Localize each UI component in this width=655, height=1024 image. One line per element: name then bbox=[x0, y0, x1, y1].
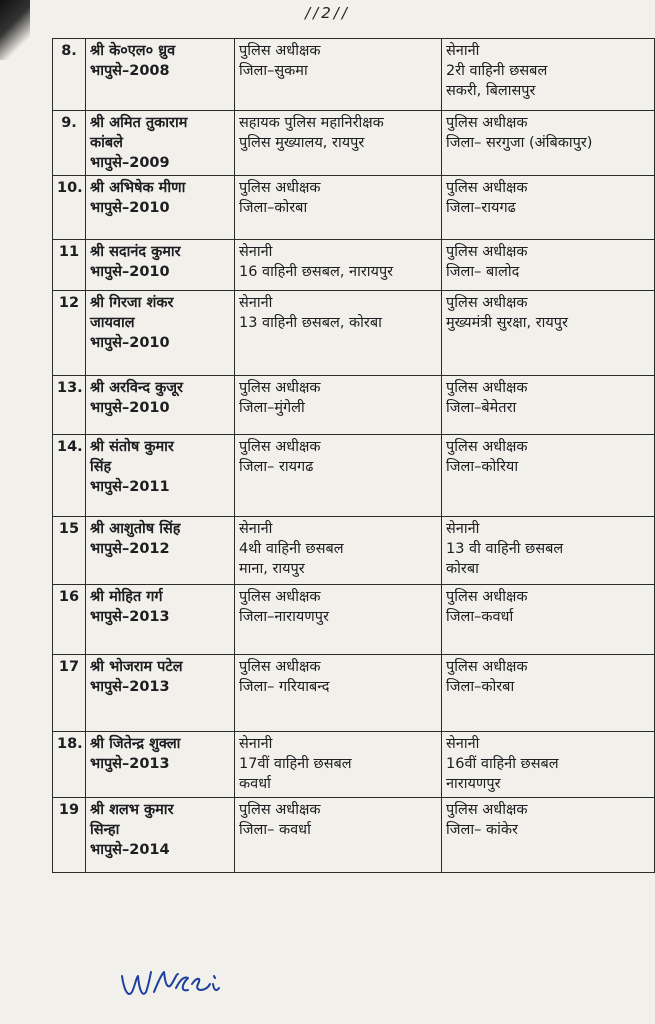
officer-name-line: सिंह bbox=[90, 459, 112, 475]
officer-name-cell bbox=[86, 798, 235, 873]
current-posting-cell bbox=[235, 39, 442, 111]
new-posting-line: सेनानी bbox=[446, 736, 480, 752]
new-posting-cell bbox=[442, 517, 655, 585]
new-posting-cell bbox=[442, 798, 655, 873]
current-posting-cell bbox=[235, 176, 442, 240]
serial-number: 14. bbox=[53, 435, 86, 517]
officer-name-line: भापुसे–2014 bbox=[90, 842, 170, 858]
officer-name-line: श्री शलभ कुमार bbox=[90, 802, 174, 818]
new-posting-cell bbox=[442, 585, 655, 655]
table-row bbox=[53, 240, 655, 291]
table-row bbox=[53, 435, 655, 517]
table-row bbox=[53, 39, 655, 111]
new-posting-cell bbox=[442, 376, 655, 435]
new-posting-line: पुलिस अधीक्षक bbox=[446, 115, 528, 131]
officer-name-line: श्री भोजराम पटेल bbox=[90, 659, 183, 675]
new-posting-cell bbox=[442, 732, 655, 798]
new-posting-line: नारायणपुर bbox=[446, 776, 501, 792]
serial-number: 9. bbox=[53, 111, 86, 176]
new-posting-cell bbox=[442, 176, 655, 240]
serial-number: 19 bbox=[53, 798, 86, 873]
new-posting-line: पुलिस अधीक्षक bbox=[446, 295, 528, 311]
officer-name-line: श्री सदानंद कुमार bbox=[90, 244, 181, 260]
current-posting-line: पुलिस अधीक्षक bbox=[239, 802, 321, 818]
new-posting-line: कोरबा bbox=[446, 561, 479, 577]
new-posting-line: जिला– कांकेर bbox=[446, 822, 518, 838]
officer-name-line: श्री गिरजा शंकर bbox=[90, 295, 174, 311]
officer-name-line: श्री के०एल० ध्रुव bbox=[90, 43, 176, 59]
current-posting-line: माना, रायपुर bbox=[239, 561, 305, 577]
new-posting-cell bbox=[442, 39, 655, 111]
current-posting-line: सेनानी bbox=[239, 736, 273, 752]
serial-number: 10. bbox=[53, 176, 86, 240]
officer-name-line: भापुसे–2013 bbox=[90, 756, 170, 772]
new-posting-line: मुख्यमंत्री सुरक्षा, रायपुर bbox=[446, 315, 568, 331]
table-row bbox=[53, 655, 655, 732]
officer-name-line: भापुसे–2013 bbox=[90, 609, 170, 625]
officer-name-cell bbox=[86, 240, 235, 291]
table-row bbox=[53, 585, 655, 655]
current-posting-cell bbox=[235, 291, 442, 376]
current-posting-cell bbox=[235, 376, 442, 435]
new-posting-line: जिला–कोरिया bbox=[446, 459, 519, 475]
officer-name-cell bbox=[86, 585, 235, 655]
new-posting-cell bbox=[442, 291, 655, 376]
current-posting-line: सहायक पुलिस महानिरीक्षक bbox=[239, 115, 384, 131]
new-posting-cell bbox=[442, 240, 655, 291]
serial-number: 17 bbox=[53, 655, 86, 732]
current-posting-line: जिला–मुंगेली bbox=[239, 400, 305, 416]
officer-name-line: जायवाल bbox=[90, 315, 135, 331]
officer-name-line: भापुसे–2010 bbox=[90, 335, 170, 351]
current-posting-line: पुलिस अधीक्षक bbox=[239, 439, 321, 455]
table-row bbox=[53, 517, 655, 585]
officer-name-cell bbox=[86, 732, 235, 798]
new-posting-line: पुलिस अधीक्षक bbox=[446, 180, 528, 196]
officer-name-line: श्री अरविन्द कुजूर bbox=[90, 380, 183, 396]
transfer-table bbox=[52, 38, 655, 873]
officer-name-line: भापुसे–2012 bbox=[90, 541, 170, 557]
current-posting-cell bbox=[235, 655, 442, 732]
table-row bbox=[53, 291, 655, 376]
serial-number: 12 bbox=[53, 291, 86, 376]
officer-name-line: श्री अमित तुकाराम bbox=[90, 115, 188, 131]
serial-number: 16 bbox=[53, 585, 86, 655]
officer-name-line: भापुसे–2008 bbox=[90, 63, 170, 79]
officer-name-line: श्री आशुतोष सिंह bbox=[90, 521, 181, 537]
officer-name-cell bbox=[86, 176, 235, 240]
new-posting-line: पुलिस अधीक्षक bbox=[446, 439, 528, 455]
current-posting-line: पुलिस अधीक्षक bbox=[239, 659, 321, 675]
table-row bbox=[53, 732, 655, 798]
current-posting-line: जिला– कवर्धा bbox=[239, 822, 311, 838]
current-posting-line: 4थी वाहिनी छसबल bbox=[239, 541, 344, 557]
new-posting-line: जिला– बालोद bbox=[446, 264, 520, 280]
new-posting-line: पुलिस अधीक्षक bbox=[446, 659, 528, 675]
new-posting-cell bbox=[442, 655, 655, 732]
officer-name-cell bbox=[86, 435, 235, 517]
new-posting-line: सेनानी bbox=[446, 521, 480, 537]
current-posting-line: जिला–नारायणपुर bbox=[239, 609, 329, 625]
new-posting-line: जिला– सरगुजा (अंबिकापुर) bbox=[446, 135, 593, 151]
new-posting-line: पुलिस अधीक्षक bbox=[446, 802, 528, 818]
signature bbox=[118, 962, 228, 1012]
officer-name-line: भापुसे–2010 bbox=[90, 264, 170, 280]
new-posting-line: पुलिस अधीक्षक bbox=[446, 244, 528, 260]
table-row bbox=[53, 176, 655, 240]
officer-name-line: श्री जितेन्द्र शुक्ला bbox=[90, 736, 181, 752]
current-posting-line: सेनानी bbox=[239, 521, 273, 537]
current-posting-line: जिला– गरियाबन्द bbox=[239, 679, 330, 695]
current-posting-line: जिला–कोरबा bbox=[239, 200, 308, 216]
current-posting-line: पुलिस अधीक्षक bbox=[239, 380, 321, 396]
current-posting-line: पुलिस अधीक्षक bbox=[239, 43, 321, 59]
current-posting-line: सेनानी bbox=[239, 295, 273, 311]
table-row bbox=[53, 111, 655, 176]
table-row bbox=[53, 376, 655, 435]
current-posting-line: पुलिस अधीक्षक bbox=[239, 589, 321, 605]
officer-name-cell bbox=[86, 376, 235, 435]
new-posting-line: पुलिस अधीक्षक bbox=[446, 380, 528, 396]
new-posting-line: जिला–कवर्धा bbox=[446, 609, 514, 625]
current-posting-cell bbox=[235, 517, 442, 585]
current-posting-cell bbox=[235, 798, 442, 873]
current-posting-line: 13 वाहिनी छसबल, कोरबा bbox=[239, 315, 382, 331]
officer-name-cell bbox=[86, 655, 235, 732]
transfer-table-body bbox=[53, 39, 655, 873]
serial-number: 13. bbox=[53, 376, 86, 435]
new-posting-cell bbox=[442, 111, 655, 176]
officer-name-cell bbox=[86, 291, 235, 376]
officer-name-cell bbox=[86, 111, 235, 176]
serial-number: 8. bbox=[53, 39, 86, 111]
officer-name-line: भापुसे–2010 bbox=[90, 400, 170, 416]
officer-name-line: भापुसे–2011 bbox=[90, 479, 170, 495]
new-posting-line: सकरी, बिलासपुर bbox=[446, 83, 536, 99]
serial-number: 18. bbox=[53, 732, 86, 798]
officer-name-line: कांबले bbox=[90, 135, 124, 151]
current-posting-cell bbox=[235, 240, 442, 291]
officer-name-cell bbox=[86, 517, 235, 585]
current-posting-cell bbox=[235, 585, 442, 655]
current-posting-line: 16 वाहिनी छसबल, नारायपुर bbox=[239, 264, 394, 280]
current-posting-line: जिला– रायगढ bbox=[239, 459, 314, 475]
current-posting-line: पुलिस अधीक्षक bbox=[239, 180, 321, 196]
current-posting-line: कवर्धा bbox=[239, 776, 271, 792]
new-posting-line: जिला–बेमेतरा bbox=[446, 400, 517, 416]
current-posting-line: जिला–सुकमा bbox=[239, 63, 308, 79]
current-posting-cell bbox=[235, 111, 442, 176]
officer-name-line: श्री मोहित गर्ग bbox=[90, 589, 163, 605]
serial-number: 11 bbox=[53, 240, 86, 291]
new-posting-line: सेनानी bbox=[446, 43, 480, 59]
officer-name-line: भापुसे–2010 bbox=[90, 200, 170, 216]
current-posting-cell bbox=[235, 732, 442, 798]
officer-name-line: भापुसे–2009 bbox=[90, 155, 170, 171]
current-posting-line: 17वीं वाहिनी छसबल bbox=[239, 756, 352, 772]
new-posting-line: पुलिस अधीक्षक bbox=[446, 589, 528, 605]
new-posting-line: 2री वाहिनी छसबल bbox=[446, 63, 548, 79]
new-posting-cell bbox=[442, 435, 655, 517]
current-posting-line: पुलिस मुख्यालय, रायपुर bbox=[239, 135, 365, 151]
new-posting-line: 13 वी वाहिनी छसबल bbox=[446, 541, 564, 557]
current-posting-cell bbox=[235, 435, 442, 517]
officer-name-line: भापुसे–2013 bbox=[90, 679, 170, 695]
serial-number: 15 bbox=[53, 517, 86, 585]
new-posting-line: जिला–कोरबा bbox=[446, 679, 515, 695]
current-posting-line: सेनानी bbox=[239, 244, 273, 260]
new-posting-line: जिला–रायगढ bbox=[446, 200, 516, 216]
officer-name-line: सिन्हा bbox=[90, 822, 120, 838]
table-row bbox=[53, 798, 655, 873]
officer-name-line: श्री संतोष कुमार bbox=[90, 439, 174, 455]
officer-name-cell bbox=[86, 39, 235, 111]
page-number: //2// bbox=[305, 4, 350, 22]
new-posting-line: 16वीं वाहिनी छसबल bbox=[446, 756, 559, 772]
officer-name-line: श्री अभिषेक मीणा bbox=[90, 180, 186, 196]
